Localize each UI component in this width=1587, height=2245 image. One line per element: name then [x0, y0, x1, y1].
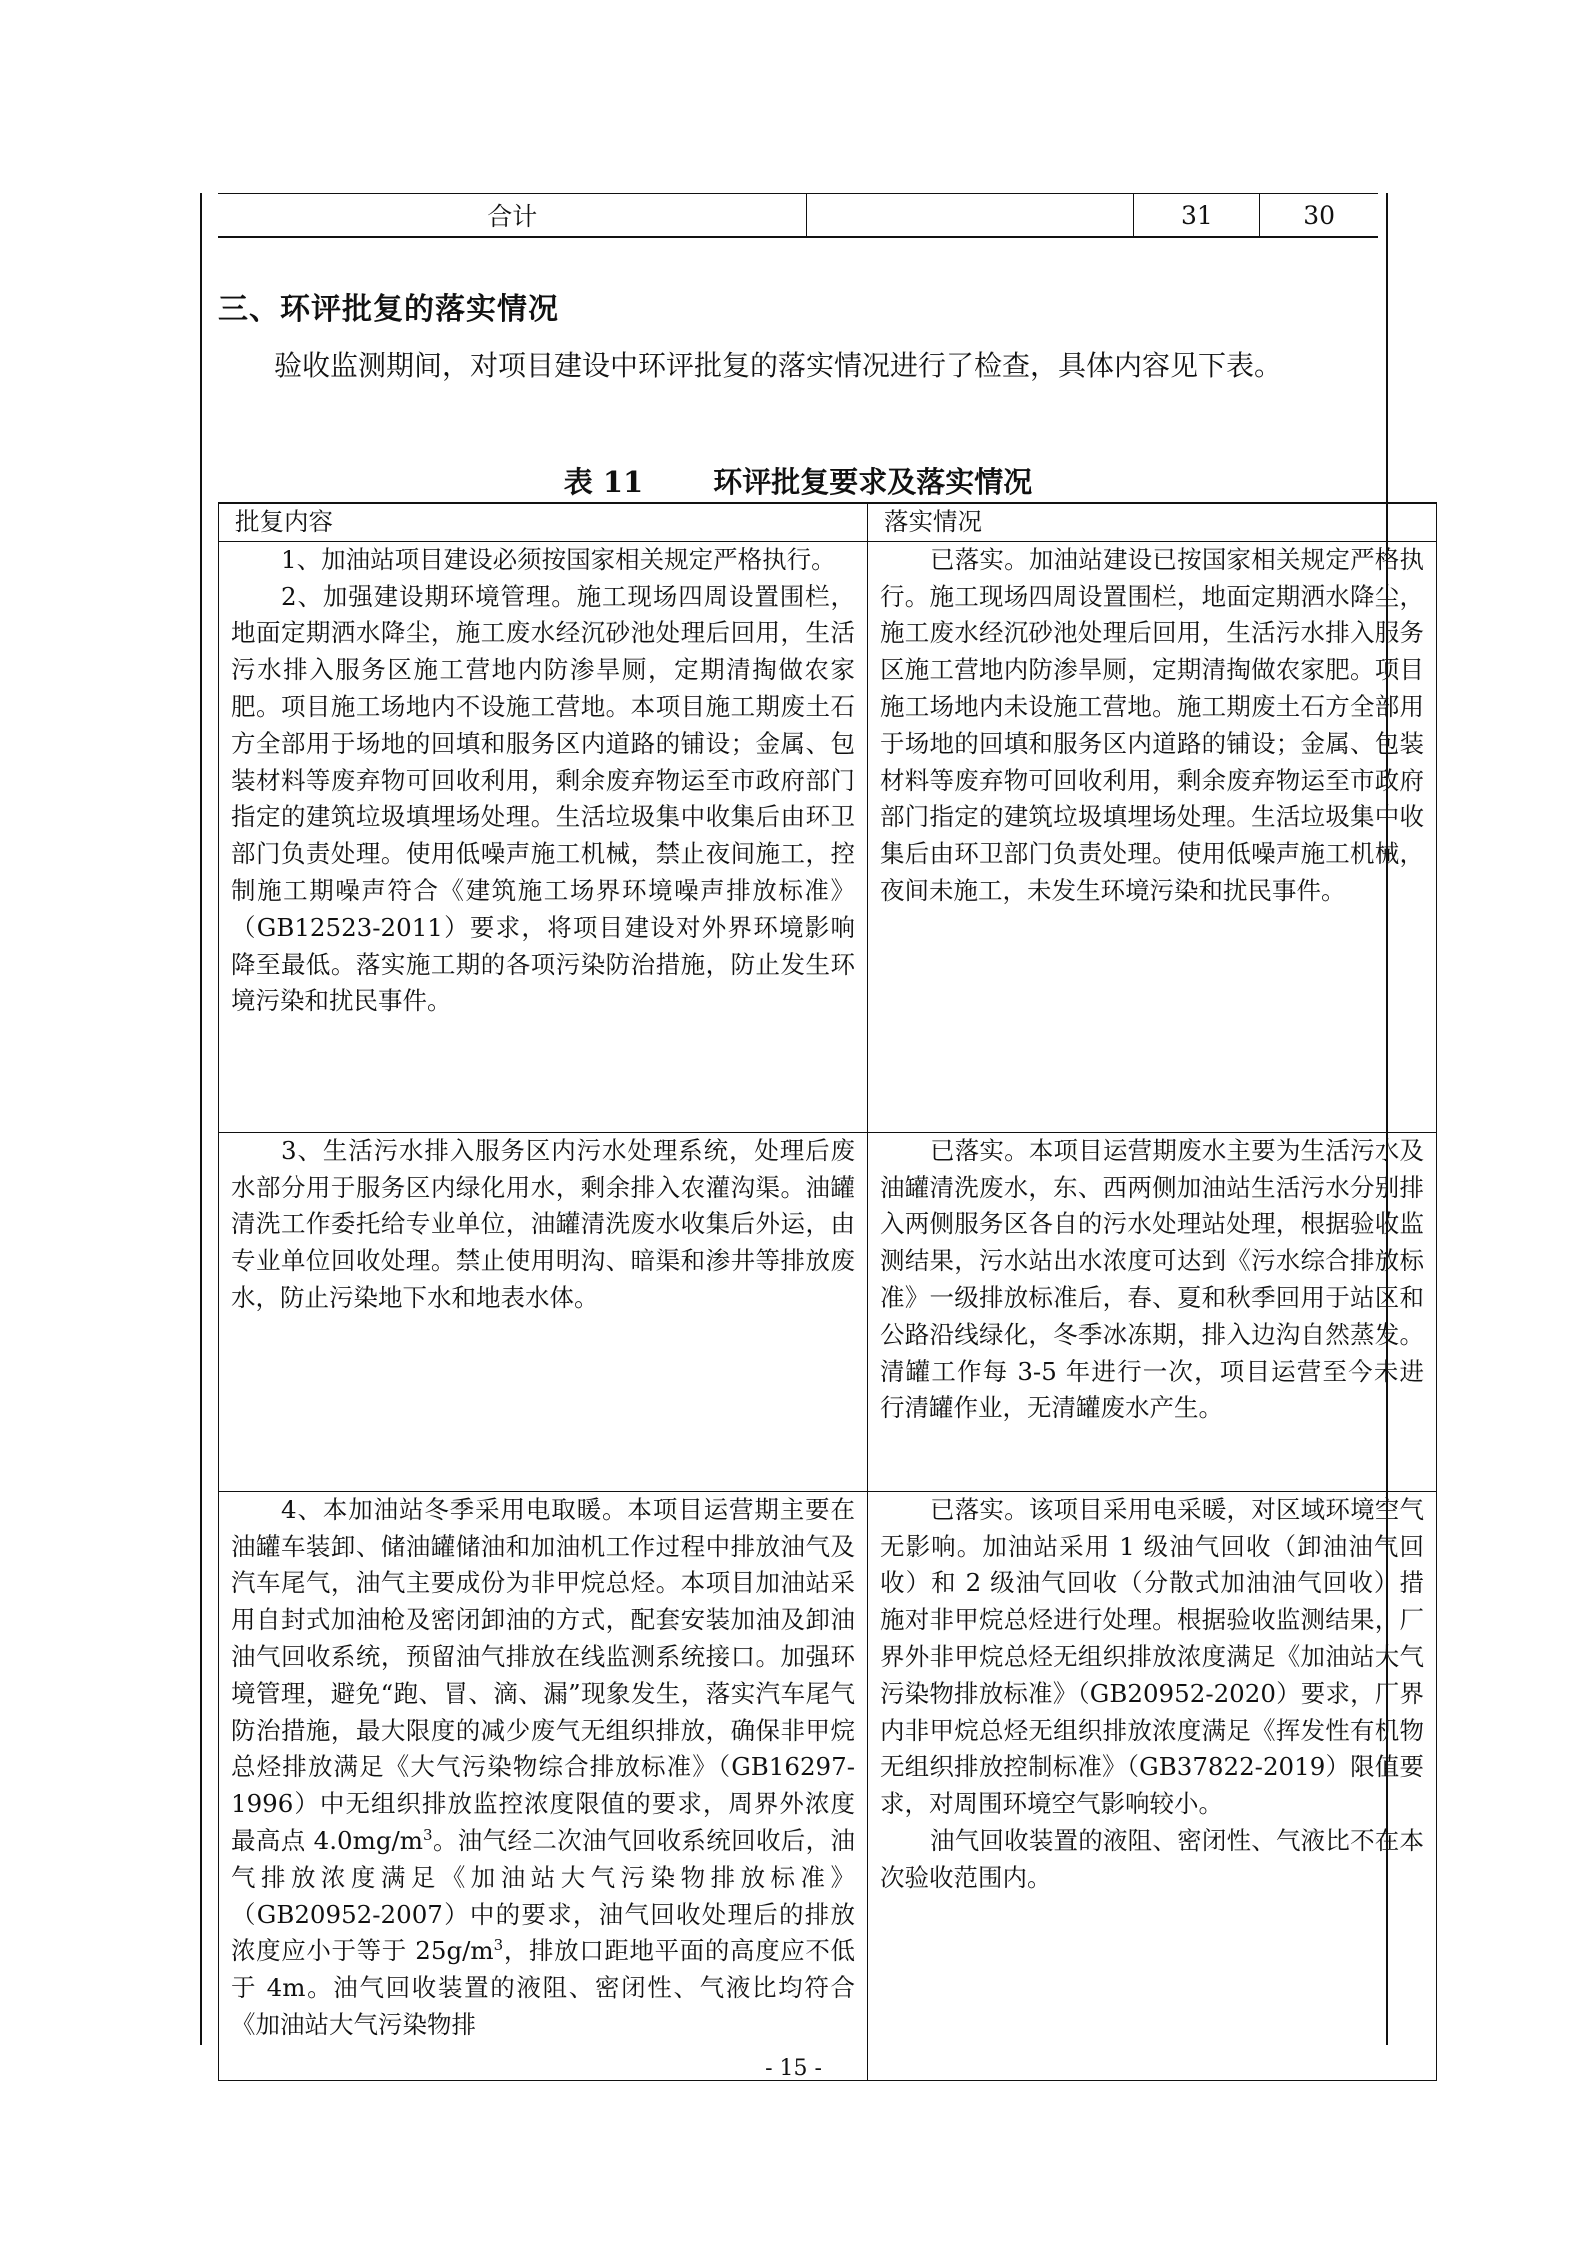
- total-value-1: 31: [1134, 194, 1260, 238]
- table-header-row: [219, 503, 1437, 541]
- requirement-cell: [219, 1132, 868, 1491]
- total-empty-cell: [807, 194, 1134, 238]
- table-row: [219, 1491, 1437, 2080]
- table-caption-number: 表 11: [563, 465, 644, 499]
- table-row: [219, 1132, 1437, 1491]
- requirement-text-part: 4、本加油站冬季采用电取暖。本项目运营期主要在油罐车装卸、储油罐储油和加油机工作过程中排放油气及汽车尾气，油气主要成份为非甲烷总烃。本项目加油站采用自封式加油枪及密闭卸油的方式，配套安装加油及卸油油气回收系统，预留油气排放在线监测系统接口。加强环境管理，避免“跑、冒、滴、漏”现象发生，落实汽车尾气防治措施，最大限度的减少废气无组织排放，确保非甲烷总烃排放满足《大气污染物综合排放标准》（GB16297-1996）中无组织排放监控浓度限值的要求，周界外浓度最高点 4.0mg/m: [231, 1494, 855, 1855]
- implementation-cell: [868, 541, 1437, 1132]
- requirement-text: [231, 1492, 855, 2044]
- approval-table: [218, 502, 1437, 2081]
- page-number: - 15 -: [765, 2056, 822, 2081]
- total-table: [218, 193, 1378, 238]
- requirement-cell: [219, 541, 868, 1132]
- implementation-text: 已落实。该项目采用电采暖，对区域环境空气无影响。加油站采用 1 级油气回收（卸油油气回收）和 2 级油气回收（分散式加油油气回收）措施对非甲烷总烃进行处理。根据验收监测结果，厂界外非甲烷总烃无组织排放浓度满足《加油站大气污染物排放标准》（GB20952-2020）要求，厂界内非甲烷总烃无组织排放浓度满足《挥发性有机物无组织排放控制标准》（GB37822-2019）限值要求，对周围环境空气影响较小。: [880, 1494, 1424, 1819]
- intro-paragraph: 验收监测期间，对项目建设中环评批复的落实情况进行了检查，具体内容见下表。: [274, 349, 1283, 382]
- implementation-text: 已落实。本项目运营期废水主要为生活污水及油罐清洗废水，东、西两侧加油站生活污水分别排入两侧服务区各自的污水处理站处理，根据验收监测结果，污水站出水浓度可达到《污水综合排放标准》一级排放标准后，春、夏和秋季回用于站区和公路沿线绿化，冬季冰冻期，排入边沟自然蒸发。清罐工作每 3-5 年进行一次，项目运营至今未进行清罐作业，无清罐废水产生。: [880, 1135, 1424, 1423]
- section-heading: 三、环评批复的落实情况: [218, 292, 559, 327]
- table-caption-title: 环评批复要求及落实情况: [713, 465, 1033, 499]
- requirement-text: 2、加强建设期环境管理。施工现场四周设置围栏，地面定期洒水降尘，施工废水经沉砂池处理后回用，生活污水排入服务区施工营地内防渗旱厕，定期清掏做农家肥。项目施工场地内不设施工营地。本项目施工期废土石方全部用于场地的回填和服务区内道路的铺设；金属、包装材料等废弃物可回收利用，剩余废弃物运至市政府部门指定的建筑垃圾填埋场处理。生活垃圾集中收集后由环卫部门负责处理。使用低噪声施工机械，禁止夜间施工，控制施工期噪声符合《建筑施工场界环境噪声排放标准》（GB12523-2011）要求，将项目建设对外界环境影响降至最低。落实施工期的各项污染防治措施，防止发生环境污染和扰民事件。: [231, 581, 855, 1016]
- superscript: 3: [493, 1936, 504, 1955]
- superscript: 3: [423, 1825, 433, 1844]
- header-requirement: 批复内容: [219, 503, 868, 541]
- implementation-cell: [868, 1491, 1437, 2080]
- requirement-cell: [219, 1491, 868, 2080]
- header-implementation: 落实情况: [868, 503, 1437, 541]
- table-caption: [218, 460, 1378, 501]
- table-row: [219, 541, 1437, 1132]
- implementation-text: 已落实。加油站建设已按国家相关规定严格执行。施工现场四周设置围栏，地面定期洒水降尘，施工废水经沉砂池处理后回用，生活污水排入服务区施工营地内防渗旱厕，定期清掏做农家肥。项目施工场地内未设施工营地。施工期废土石方全部用于场地的回填和服务区内道路的铺设；金属、包装材料等废弃物可回收利用，剩余废弃物运至市政府部门指定的建筑垃圾填埋场处理。生活垃圾集中收集后由环卫部门负责处理。使用低噪声施工机械，夜间未施工，未发生环境污染和扰民事件。: [880, 544, 1424, 905]
- requirement-text: 1、加油站项目建设必须按国家相关规定严格执行。: [281, 544, 836, 574]
- total-value-2: 30: [1260, 194, 1378, 238]
- requirement-text-part: ，排放口距地平面的高度应不低于 4m。油气回收装置的液阻、密闭性、气液比均符合《加油站大气污染物排: [231, 1936, 855, 2039]
- implementation-cell: [868, 1132, 1437, 1491]
- requirement-text-part: 。油气经二次油气回收系统回收后，油气排放浓度满足《加油站大气污染物排放标准》（GB20952-2007）中的要求，油气回收处理后的排放浓度应小于等于 25g/m: [231, 1825, 855, 1966]
- requirement-text: 3、生活污水排入服务区内污水处理系统，处理后废水部分用于服务区内绿化用水，剩余排入农灌沟渠。油罐清洗工作委托给专业单位，油罐清洗废水收集后外运，由专业单位回收处理。禁止使用明沟、暗渠和渗井等排放废水，防止污染地下水和地表水体。: [231, 1135, 855, 1312]
- total-row: [218, 194, 1378, 238]
- implementation-text: 油气回收装置的液阻、密闭性、气液比不在本次验收范围内。: [880, 1825, 1424, 1892]
- total-label: 合计: [218, 194, 807, 238]
